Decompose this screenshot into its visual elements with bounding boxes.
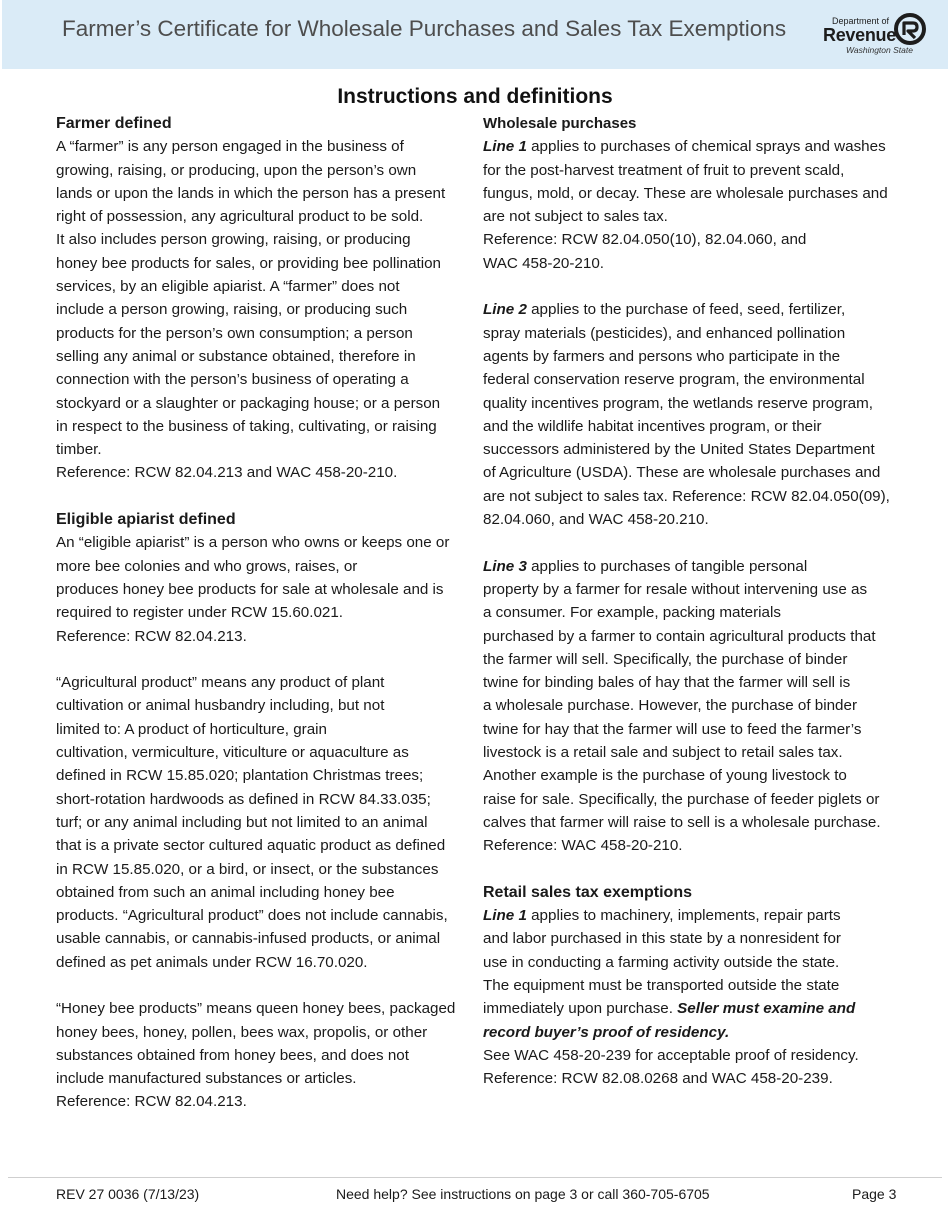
retail-proof-line: See WAC 458-20-239 for acceptable proof of residency. — [483, 1046, 859, 1064]
farmer-line: include a person growing, raising, or producing such — [56, 301, 408, 319]
ag-product-line: obtained from such an animal including honey bee — [56, 883, 395, 901]
farmer-line: selling any animal or substance obtained, therefore in — [56, 347, 416, 365]
farmer-line: lands or upon the lands in which the person has a present — [56, 184, 446, 202]
retail-line: and labor purchased in this state by a nonresident for — [483, 930, 841, 948]
line3-line: purchased by a farmer to contain agricultural products that — [483, 627, 876, 645]
farmer-reference: Reference: RCW 82.04.213 and WAC 458-20-210. — [56, 464, 398, 482]
logo-department-text: Department of — [832, 16, 890, 26]
ag-product-line: short-rotation hardwoods as defined in RCW 84.33.035; — [56, 790, 431, 808]
honey-line: honey bees, honey, pollen, bees wax, propolis, or other — [56, 1023, 428, 1041]
apiarist-line: required to register under RCW 15.60.021. — [56, 604, 344, 622]
ag-product-line: limited to: A product of horticulture, grain — [56, 720, 327, 738]
line3-line: livestock is a retail sale and subject to retail sales tax. — [483, 744, 843, 762]
left-column — [56, 112, 471, 1114]
revenue-logo-icon — [894, 13, 926, 45]
line3-first-line — [483, 555, 898, 578]
line2-first-line — [483, 298, 898, 321]
line1-first-line — [483, 135, 898, 158]
apiarist-reference: Reference: RCW 82.04.213. — [56, 627, 247, 645]
line1-first-text: applies to purchases of chemical sprays and washes — [526, 138, 886, 156]
farmer-defined-heading: Farmer defined — [56, 115, 172, 132]
farmer-line: right of possession, any agricultural product to be sold. — [56, 208, 424, 226]
apiarist-line: more bee colonies and who grows, raises, or — [56, 557, 358, 575]
retail-first-text: applies to machinery, implements, repair parts — [526, 907, 841, 925]
honey-line: substances obtained from honey bees, and does not — [56, 1046, 409, 1064]
line3-label: Line 3 — [483, 557, 527, 575]
line1-reference: Reference: RCW 82.04.050(10), 82.04.060, and — [483, 231, 807, 249]
farmer-line: A “farmer” is any person engaged in the business of — [56, 138, 404, 156]
dor-logo — [820, 12, 930, 58]
line2-line: successors administered by the United States Department — [483, 441, 875, 459]
line3-line: calves that farmer will raise to sell is a wholesale purchase. — [483, 813, 881, 831]
apiarist-line: An “eligible apiarist” is a person who owns or keeps one or — [56, 534, 450, 552]
line3-line: Another example is the purchase of young livestock to — [483, 767, 847, 785]
spacer — [56, 485, 471, 508]
retail-line4-text: immediately upon purchase. — [483, 1000, 678, 1018]
ag-product-line: products. “Agricultural product” does not include cannabis, — [56, 907, 448, 925]
ag-product-line: usable cannabis, or cannabis-infused products, or animal — [56, 930, 441, 948]
ag-product-line: cultivation, vermiculture, viticulture or aquaculture as — [56, 744, 409, 762]
ag-product-line: cultivation or animal husbandry including, but not — [56, 697, 385, 715]
spacer — [483, 275, 898, 298]
retail-line: use in conducting a farming activity outside the state. — [483, 953, 840, 971]
line3-line: property by a farmer for resale without intervening use as — [483, 580, 868, 598]
spacer — [56, 648, 471, 671]
retail-line-with-bold — [483, 997, 898, 1020]
line3-line: a consumer. For example, packing materials — [483, 604, 781, 622]
line2-reference: 82.04.060, and WAC 458-20.210. — [483, 511, 709, 529]
farmer-line: connection with the person’s business of operating a — [56, 371, 409, 389]
line1-label: Line 1 — [483, 138, 527, 156]
line3-line: a wholesale purchase. However, the purchase of binder — [483, 697, 858, 715]
line2-line: of Agriculture (USDA). These are wholesale purchases and — [483, 464, 881, 482]
seller-must-examine: Seller must examine and — [677, 1000, 856, 1018]
wholesale-purchases-heading: Wholesale purchases — [483, 115, 637, 132]
ag-product-line: turf; or any animal including but not limited to an animal — [56, 813, 428, 831]
page-title: Instructions and definitions — [337, 85, 613, 108]
line2-line: are not subject to sales tax. Reference: RCW 82.04.050(09), — [483, 487, 890, 505]
record-proof-of-residency: record buyer’s proof of residency. — [483, 1023, 730, 1041]
ag-product-line: defined as pet animals under RCW 16.70.020. — [56, 953, 368, 971]
form-id: REV 27 0036 (7/13/23) — [56, 1186, 200, 1202]
line2-line: agents by farmers and persons who participate in the — [483, 347, 841, 365]
logo-state-text: Washington State — [846, 45, 913, 55]
line1-line: are not subject to sales tax. — [483, 208, 668, 226]
retail-line1-label: Line 1 — [483, 907, 527, 925]
ag-product-line: defined in RCW 15.85.020; plantation Christmas trees; — [56, 767, 424, 785]
line3-line: twine for hay that the farmer will use to feed the farmer’s — [483, 720, 862, 738]
farmer-line: It also includes person growing, raising, or producing — [56, 231, 411, 249]
farmer-line: in respect to the business of taking, cultivating, or raising — [56, 417, 437, 435]
ag-product-line: that is a private sector cultured aquatic product as defined — [56, 837, 446, 855]
line3-reference: Reference: WAC 458-20-210. — [483, 837, 683, 855]
honey-reference: Reference: RCW 82.04.213. — [56, 1093, 247, 1111]
help-text: Need help? See instructions on page 3 or call 360-705-6705 — [336, 1186, 710, 1202]
line1-reference: WAC 458-20-210. — [483, 254, 604, 272]
retail-first-line — [483, 904, 898, 927]
eligible-apiarist-heading: Eligible apiarist defined — [56, 511, 236, 529]
farmer-line: products for the person’s own consumption; a person — [56, 324, 413, 342]
retail-line: The equipment must be transported outside the state — [483, 976, 840, 994]
footer-divider — [8, 1177, 942, 1178]
ag-product-line: “Agricultural product” means any product of plant — [56, 674, 385, 692]
right-column — [483, 112, 898, 1090]
honey-line: include manufactured substances or articles. — [56, 1070, 357, 1088]
logo-revenue-text: Revenue — [823, 25, 896, 45]
line2-line: spray materials (pesticides), and enhanced pollination — [483, 324, 846, 342]
header-banner — [2, 0, 948, 69]
line3-line: raise for sale. Specifically, the purchase of feeder piglets or — [483, 790, 880, 808]
page-number: Page 3 — [852, 1186, 897, 1202]
farmer-line: services, by an eligible apiarist. A “farmer” does not — [56, 278, 400, 296]
retail-reference: Reference: RCW 82.08.0268 and WAC 458-20-239. — [483, 1070, 833, 1088]
apiarist-line: produces honey bee products for sale at wholesale and is — [56, 580, 444, 598]
spacer — [56, 974, 471, 997]
line2-first-text: applies to the purchase of feed, seed, fertilizer, — [526, 301, 846, 319]
line2-line: quality incentives program, the wetlands reserve program, — [483, 394, 873, 412]
retail-exemptions-heading: Retail sales tax exemptions — [483, 883, 692, 901]
honey-line: “Honey bee products” means queen honey bees, packaged — [56, 1000, 456, 1018]
line2-line: federal conservation reserve program, the environmental — [483, 371, 865, 389]
line3-first-text: applies to purchases of tangible personal — [526, 557, 808, 575]
farmer-line: growing, raising, or producing, upon the person’s own — [56, 161, 417, 179]
spacer — [483, 858, 898, 881]
spacer — [483, 531, 898, 554]
line1-line: fungus, mold, or decay. These are wholesale purchases and — [483, 184, 888, 202]
farmer-line: honey bee products for sales, or providing bee pollination — [56, 254, 441, 272]
line2-label: Line 2 — [483, 301, 527, 319]
line3-line: the farmer will sell. Specifically, the purchase of binder — [483, 650, 848, 668]
farmer-line: stockyard or a slaughter or packaging house; or a person — [56, 394, 441, 412]
form-title: Farmer’s Certificate for Wholesale Purchases and Sales Tax Exemptions — [62, 16, 787, 41]
line1-line: for the post-harvest treatment of fruit to prevent scald, — [483, 161, 845, 179]
line2-line: and the wildlife habitat incentives program, or their — [483, 417, 822, 435]
ag-product-line: in RCW 15.85.020, or a bird, or insect, or the substances — [56, 860, 439, 878]
line3-line: twine for binding bales of hay that the farmer will sell is — [483, 674, 851, 692]
farmer-line: timber. — [56, 441, 102, 459]
